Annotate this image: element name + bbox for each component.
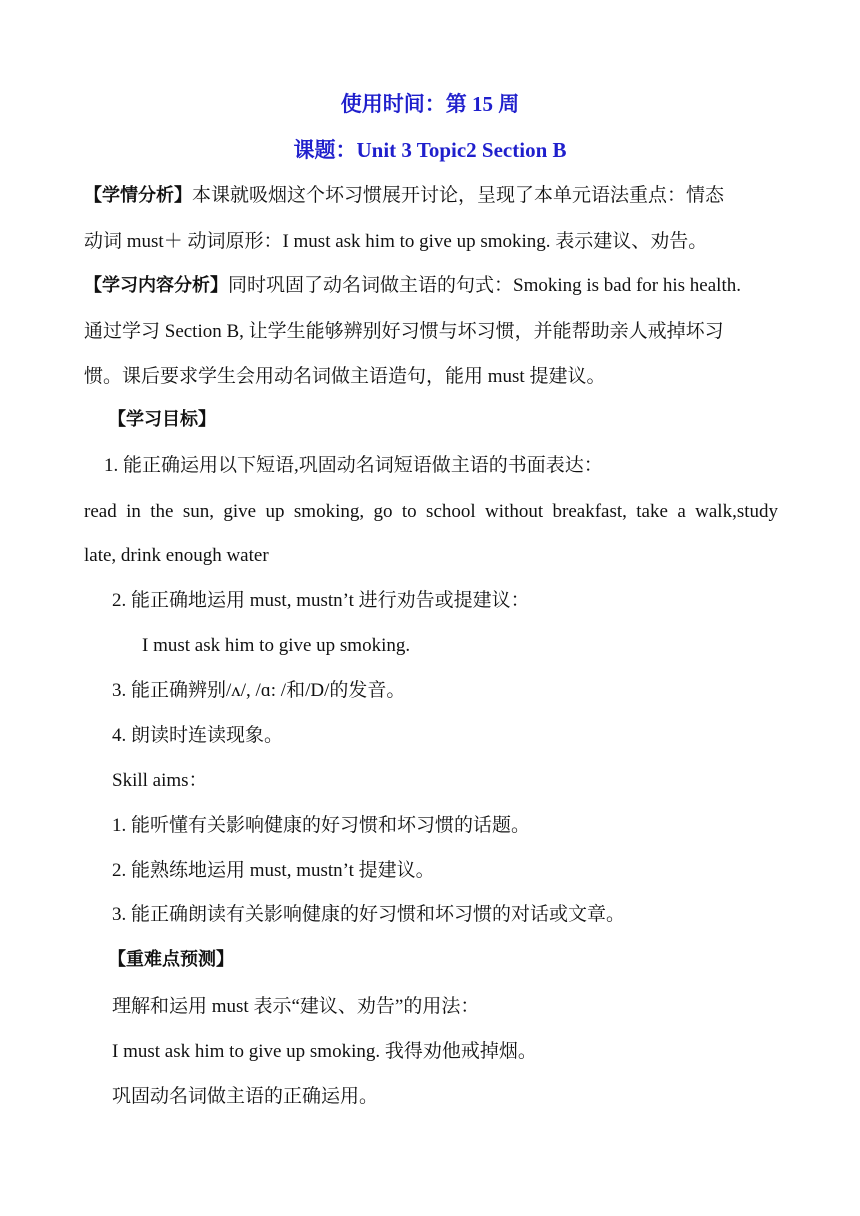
content-text-line2: 通过学习 Section B, 让学生能够辨别好习惯与坏习惯，并能帮助亲人戒掉坏习 <box>84 321 724 342</box>
analysis-label: 【学情分析】 <box>84 185 192 206</box>
skill-aims-heading: Skill aims： <box>112 770 208 791</box>
key-point-2: I must ask him to give up smoking. 我得劝他戒掉烟。 <box>112 1041 537 1062</box>
analysis-text: 本课就吸烟这个坏习惯展开讨论，呈现了本单元语法重点：情态 <box>192 185 725 206</box>
analysis-text-line2: 动词 must＋ 动词原形：I must ask him to give up smoking. 表示建议、劝告。 <box>84 231 708 252</box>
content-paragraph <box>84 274 741 298</box>
content-label: 【学习内容分析】 <box>84 275 228 296</box>
skill-1: 1. 能听懂有关影响健康的好习惯和坏习惯的话题。 <box>112 815 531 836</box>
goal-1: 1. 能正确运用以下短语,巩固动名词短语做主语的书面表达： <box>104 455 603 476</box>
key-points-heading: 【重难点预测】 <box>108 949 234 970</box>
content-text: 同时巩固了动名词做主语的句式：Smoking is bad for his health. <box>228 275 741 296</box>
key-point-1: 理解和运用 must 表示“建议、劝告”的用法： <box>112 996 480 1017</box>
goal-3: 3. 能正确辨别/ʌ/, /ɑ: /和/D/的发音。 <box>112 680 406 701</box>
goal-1-phrases-line2: late, drink enough water <box>84 545 269 566</box>
goal-2-example: I must ask him to give up smoking. <box>142 635 411 656</box>
content-text-line3: 惯。课后要求学生会用动名词做主语造句，能用 must 提建议。 <box>84 366 606 387</box>
title-usage-time: 使用时间：第 15 周 <box>340 92 520 116</box>
key-point-3: 巩固动名词做主语的正确运用。 <box>112 1086 379 1107</box>
skill-3: 3. 能正确朗读有关影响健康的好习惯和坏习惯的对话或文章。 <box>112 904 626 925</box>
goals-heading: 【学习目标】 <box>108 409 216 430</box>
goal-2: 2. 能正确地运用 must, mustn’t 进行劝告或提建议： <box>112 590 530 611</box>
goal-4: 4. 朗读时连读现象。 <box>112 725 284 746</box>
title-lesson: 课题：Unit 3 Topic2 Section B <box>293 138 567 162</box>
skill-2: 2. 能熟练地运用 must, mustn’t 提建议。 <box>112 860 435 881</box>
goal-1-phrases: read in the sun, give up smoking, go to school without breakfast, take a walk,study <box>84 501 778 522</box>
analysis-paragraph <box>84 184 724 208</box>
